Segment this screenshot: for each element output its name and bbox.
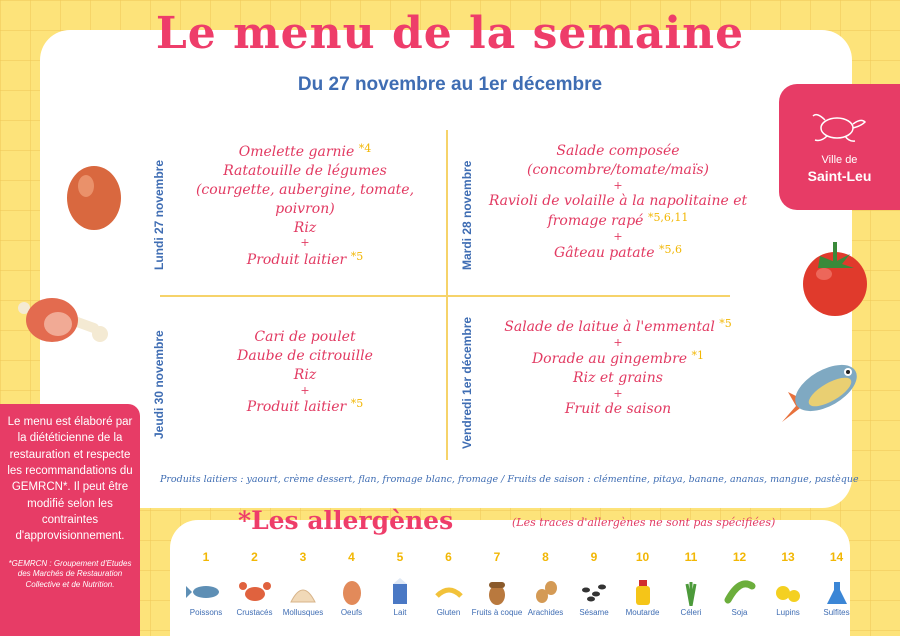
meal-line: Salade composée <box>556 143 680 159</box>
meal-separator: + <box>613 386 623 400</box>
meal-monday <box>170 142 440 269</box>
egg-illustration <box>60 160 128 232</box>
allergen-number: 12 <box>732 550 747 564</box>
day-label-monday: Lundi 27 novembre <box>152 159 166 271</box>
meat-illustration <box>10 290 110 360</box>
allergen-number: 6 <box>445 550 452 564</box>
lupin-icon <box>768 578 808 606</box>
allergens-title: *Les allergènes <box>238 506 454 535</box>
meal-line: Daube de citrouille <box>237 347 373 364</box>
meal-separator: + <box>300 236 310 250</box>
info-footnote: *GEMRCN : Groupement d'Etudes des Marchés de Restauration Collective et de Nutrition. <box>8 558 132 590</box>
allergen-name: Poissons <box>189 608 223 617</box>
meal-line: Produit laitier $^{*5}$ <box>246 396 364 415</box>
logo-text-top: Ville de <box>821 154 858 166</box>
allergen-number: 4 <box>348 550 355 564</box>
allergen-code: *5 <box>350 249 364 263</box>
allergen-code: *5,6 <box>658 242 682 256</box>
logo-text-bottom: Saint-Leu <box>807 168 872 184</box>
meal-line: Ravioli de volaille à la napolitaine et <box>488 192 748 209</box>
meal-separator: + <box>613 178 623 192</box>
allergen-name: Crustacés <box>236 608 273 617</box>
meal-friday <box>478 317 758 419</box>
meal-tuesday <box>478 142 758 263</box>
city-logo <box>779 84 900 210</box>
allergen-code: *4 <box>358 142 372 155</box>
meal-line: Salade de laitue à l'emmental $^{*5}$ <box>504 317 732 335</box>
meal-line: fromage rapé $^{*5,6,11}$ <box>547 210 689 229</box>
allergen-name: Soja <box>731 608 748 617</box>
page-title: Le menu de la semaine <box>155 8 745 59</box>
allergen-number: 13 <box>781 550 795 564</box>
allergen-number: 1 <box>202 550 210 564</box>
meal-separator: + <box>613 335 623 349</box>
turtle-icon <box>809 106 869 146</box>
allergen-number: 11 <box>684 550 698 564</box>
day-label-friday: Vendredi 1er décembre <box>460 316 474 449</box>
info-box <box>0 404 140 636</box>
meal-line: Riz et grains <box>573 369 663 386</box>
allergen-name: Lupins <box>776 608 800 617</box>
allergen-name: Arachides <box>527 608 564 617</box>
meal-line: Fruit de saison <box>564 400 672 417</box>
allergen-number: 9 <box>590 550 598 564</box>
meal-line: Riz <box>293 366 317 383</box>
fish-icon <box>186 578 226 606</box>
flask-icon <box>817 578 857 606</box>
meal-line: Dorade au gingembre $^{*1}$ <box>531 348 705 367</box>
allergen-number: 2 <box>251 550 258 564</box>
egg-icon <box>332 578 372 606</box>
page-subtitle: Du 27 novembre au 1er décembre <box>297 74 603 95</box>
allergen-number: 5 <box>396 550 404 564</box>
allergen-number: 3 <box>299 550 307 564</box>
milk-icon <box>380 578 420 606</box>
allergen-name: Lait <box>393 608 407 617</box>
menu-footnote: Produits laitiers : yaourt, crème dessert, flan, fromage blanc, fromage / Fruits de saison : clémentine, pitaya, banane, ananas, mangue, pastèque <box>160 474 859 485</box>
tomato-illustration <box>798 238 873 318</box>
meal-line: Cari de poulet <box>254 329 356 345</box>
meal-thursday <box>170 328 440 417</box>
allergen-name: Céleri <box>680 608 702 617</box>
nut-icon <box>477 578 517 606</box>
meal-line: (courgette, aubergine, tomate, poivron) <box>195 181 415 217</box>
meal-line: Gâteau patate $^{*5,6}$ <box>554 242 682 261</box>
allergen-name: Fruits à coque <box>471 608 523 617</box>
meal-separator: + <box>300 383 310 397</box>
meal-line: Produit laitier $^{*5}$ <box>246 249 364 268</box>
allergen-number: 8 <box>542 550 549 564</box>
allergen-code: *5,6,11 <box>647 210 689 224</box>
allergen-name: Mollusques <box>282 608 324 617</box>
pasta-icon <box>429 578 469 606</box>
allergen-code: *5 <box>719 317 732 330</box>
meal-separator: + <box>613 229 623 243</box>
allergen-name: Sésame <box>579 608 609 617</box>
allergen-code: *1 <box>691 348 705 362</box>
soy-icon <box>720 578 760 606</box>
allergen-item <box>808 550 866 618</box>
allergen-name: Moutarde <box>625 608 660 617</box>
allergen-name: Oeufs <box>340 608 363 617</box>
fish-illustration <box>768 352 868 442</box>
allergen-code: *5 <box>350 396 364 410</box>
allergen-number: 10 <box>635 550 650 564</box>
allergen-name: Sulfites <box>823 608 850 617</box>
peanut-icon <box>526 578 566 606</box>
info-text: Le menu est élaboré par la diététicienne de la restauration et respecte les recommandations du GEMRCN*. Il peut être modifié selon les contraintes d'approvisionnement. <box>7 416 133 543</box>
day-label-thursday: Jeudi 30 novembre <box>152 330 166 440</box>
mustard-icon <box>623 578 663 606</box>
grid-divider-horizontal <box>160 295 730 297</box>
meal-line: Omelette garnie $^{*4}$ <box>238 142 372 160</box>
sesame-icon <box>574 578 614 606</box>
shell-icon <box>283 578 323 606</box>
meal-line: Ratatouille de légumes <box>223 162 387 179</box>
celery-icon <box>671 578 711 606</box>
allergens-note: (Les traces d'allergènes ne sont pas spécifiées) <box>512 516 776 529</box>
meal-line: (concombre/tomate/maïs) <box>527 161 709 178</box>
allergen-number: 14 <box>829 550 844 564</box>
allergen-name: Gluten <box>436 608 461 617</box>
allergen-number: 7 <box>493 550 501 564</box>
day-label-tuesday: Mardi 28 novembre <box>460 160 474 270</box>
meal-line: Riz <box>293 219 317 236</box>
crab-icon <box>235 578 275 606</box>
